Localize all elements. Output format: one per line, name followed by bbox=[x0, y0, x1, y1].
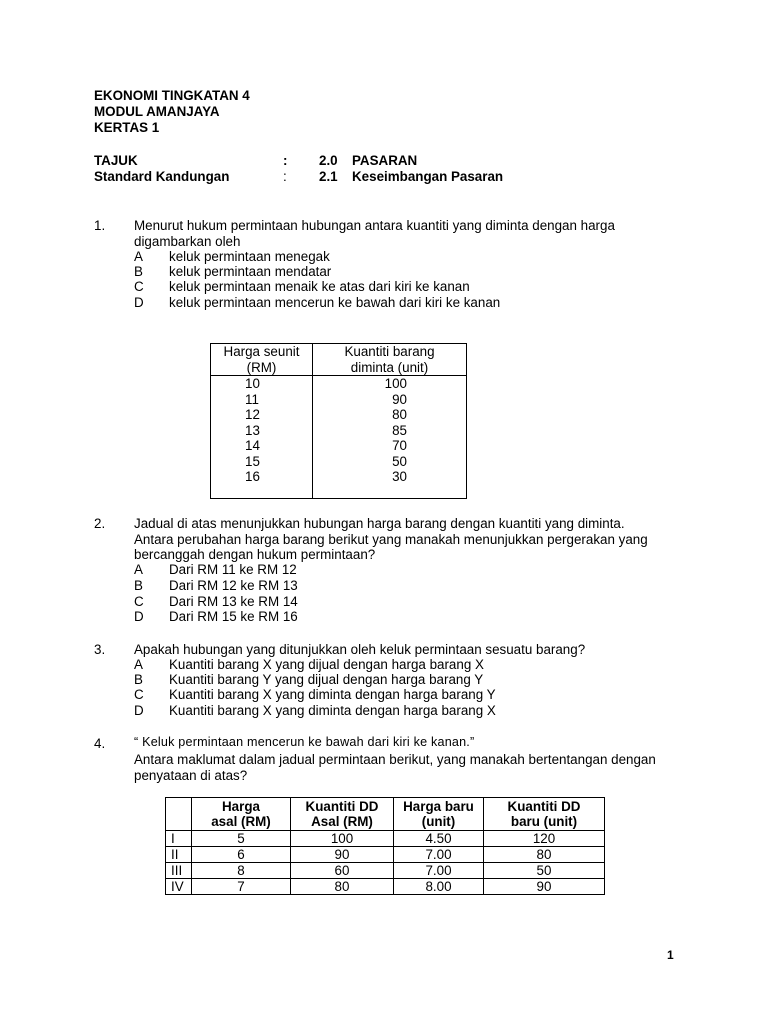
row-label: II bbox=[166, 847, 192, 863]
header-line: Kuantiti DD bbox=[305, 799, 379, 814]
header-line: baru (unit) bbox=[510, 814, 578, 829]
table-cell: 80 bbox=[392, 407, 407, 422]
table-cell: 5 bbox=[192, 831, 291, 847]
quantity-column bbox=[313, 376, 467, 499]
table-cell: 100 bbox=[291, 831, 394, 847]
option-letter: D bbox=[134, 703, 144, 718]
option-letter: C bbox=[134, 687, 144, 702]
row-label: I bbox=[166, 831, 192, 847]
option-letter: B bbox=[134, 672, 143, 687]
page-number: 1 bbox=[667, 948, 674, 962]
question-stem: penyataan di atas? bbox=[134, 768, 248, 783]
table-cell: 60 bbox=[291, 863, 394, 879]
option-letter: D bbox=[134, 295, 144, 310]
header-line: (unit) bbox=[421, 814, 456, 829]
table-cell: 7.00 bbox=[394, 863, 484, 879]
option-text: Dari RM 11 ke RM 12 bbox=[169, 562, 297, 577]
option-text: Dari RM 12 ke RM 13 bbox=[169, 578, 298, 593]
table-cell: 80 bbox=[484, 847, 605, 863]
table-row bbox=[166, 863, 605, 879]
option-text: Dari RM 13 ke RM 14 bbox=[169, 594, 298, 609]
standard-kandungan-number: 2.1 bbox=[319, 169, 338, 184]
table-header bbox=[394, 798, 484, 831]
table-cell: 7.00 bbox=[394, 847, 484, 863]
table-header bbox=[484, 798, 605, 831]
header-line: Kuantiti DD bbox=[507, 799, 581, 814]
option-letter: B bbox=[134, 578, 143, 593]
table-cell: 30 bbox=[392, 469, 407, 484]
table-cell: 85 bbox=[392, 422, 407, 438]
table-header bbox=[192, 798, 291, 831]
question-number: 4. bbox=[94, 736, 106, 751]
header-line: Asal (RM) bbox=[311, 814, 373, 829]
table-header bbox=[291, 798, 394, 831]
question-quote: “ Keluk permintaan mencerun ke bawah dari kiri ke kanan.” bbox=[134, 735, 475, 749]
option-text: Kuantiti barang Y yang dijual dengan harga barang Y bbox=[169, 672, 484, 687]
question-stem: Apakah hubungan yang ditunjukkan oleh keluk permintaan sesuatu barang? bbox=[134, 642, 586, 657]
tajuk-colon: : bbox=[283, 153, 288, 168]
header-line: Harga seunit bbox=[223, 344, 300, 359]
table-cell: 8.00 bbox=[394, 879, 484, 895]
option-letter: A bbox=[134, 657, 143, 672]
table-cell: 12 bbox=[245, 407, 260, 422]
table-cell: 8 bbox=[192, 863, 291, 879]
option-text: Kuantiti barang X yang diminta dengan harga barang Y bbox=[169, 687, 496, 702]
table-cell: 50 bbox=[484, 863, 605, 879]
price-column bbox=[211, 376, 313, 499]
row-label: IV bbox=[166, 879, 192, 895]
option-letter: D bbox=[134, 609, 144, 624]
question-stem: Antara perubahan harga barang berikut yang manakah menunjukkan pergerakan yang bbox=[134, 532, 648, 547]
question-number: 3. bbox=[94, 642, 106, 657]
table-cell: 6 bbox=[192, 847, 291, 863]
doc-title-paper: KERTAS 1 bbox=[94, 120, 160, 135]
option-text: keluk permintaan menaik ke atas dari kiri ke kanan bbox=[169, 279, 470, 294]
table-header bbox=[211, 344, 313, 376]
question-stem: Jadual di atas menunjukkan hubungan harga barang dengan kuantiti yang diminta. bbox=[134, 516, 625, 531]
option-text: Dari RM 15 ke RM 16 bbox=[169, 609, 298, 624]
table-cell: 13 bbox=[245, 422, 260, 438]
demand-change-table bbox=[165, 797, 605, 895]
table-cell: 100 bbox=[384, 376, 407, 391]
table-cell: 11 bbox=[245, 391, 259, 407]
header-line: diminta (unit) bbox=[350, 359, 429, 375]
header-line: Kuantiti barang bbox=[344, 344, 435, 359]
header-line: asal (RM) bbox=[211, 814, 271, 829]
table-row bbox=[166, 847, 605, 863]
demand-schedule-table bbox=[210, 343, 467, 499]
table-cell: 14 bbox=[245, 438, 260, 453]
table-cell: 70 bbox=[392, 438, 407, 453]
tajuk-label: TAJUK bbox=[94, 153, 138, 168]
table-cell: 120 bbox=[484, 831, 605, 847]
header-line: Harga baru bbox=[403, 799, 474, 814]
question-number: 2. bbox=[94, 516, 106, 531]
question-stem: Menurut hukum permintaan hubungan antara kuantiti yang diminta dengan harga bbox=[134, 218, 615, 233]
table-cell: 90 bbox=[291, 847, 394, 863]
doc-title-module: MODUL AMANJAYA bbox=[94, 104, 220, 119]
option-letter: A bbox=[134, 249, 143, 264]
option-letter: B bbox=[134, 264, 143, 279]
table-header-empty bbox=[166, 798, 192, 831]
tajuk-number: 2.0 bbox=[319, 153, 338, 168]
table-cell: 7 bbox=[192, 879, 291, 895]
standard-kandungan-colon: : bbox=[283, 169, 287, 184]
table-row bbox=[166, 831, 605, 847]
question-stem: bercanggah dengan hukum permintaan? bbox=[134, 547, 376, 562]
option-text: Kuantiti barang X yang diminta dengan harga barang X bbox=[169, 703, 496, 718]
table-cell: 80 bbox=[291, 879, 394, 895]
table-cell: 16 bbox=[245, 469, 260, 484]
table-cell: 10 bbox=[245, 376, 260, 391]
option-text: keluk permintaan mendatar bbox=[169, 264, 332, 279]
standard-kandungan-value: Keseimbangan Pasaran bbox=[352, 169, 504, 184]
table-cell: 90 bbox=[484, 879, 605, 895]
option-text: keluk permintaan menegak bbox=[169, 249, 330, 264]
table-row bbox=[166, 879, 605, 895]
table-cell: 15 bbox=[245, 453, 260, 469]
option-letter: C bbox=[134, 594, 144, 609]
option-letter: C bbox=[134, 279, 144, 294]
header-line: (RM) bbox=[246, 359, 277, 375]
tajuk-value: PASARAN bbox=[352, 153, 418, 168]
option-letter: A bbox=[134, 562, 143, 577]
row-label: III bbox=[166, 863, 192, 879]
table-cell: 50 bbox=[392, 453, 407, 469]
question-stem: Antara maklumat dalam jadual permintaan berikut, yang manakah bertentangan dengan bbox=[134, 752, 656, 767]
option-text: Kuantiti barang X yang dijual dengan harga barang X bbox=[169, 657, 484, 672]
question-stem: digambarkan oleh bbox=[134, 234, 241, 249]
table-cell: 4.50 bbox=[394, 831, 484, 847]
table-header bbox=[313, 344, 467, 376]
header-line: Harga bbox=[222, 799, 260, 814]
option-text: keluk permintaan mencerun ke bawah dari kiri ke kanan bbox=[169, 295, 501, 310]
doc-title-subject: EKONOMI TINGKATAN 4 bbox=[94, 88, 250, 103]
question-number: 1. bbox=[94, 218, 106, 233]
standard-kandungan-label: Standard Kandungan bbox=[94, 169, 230, 184]
table-cell: 90 bbox=[392, 391, 407, 407]
